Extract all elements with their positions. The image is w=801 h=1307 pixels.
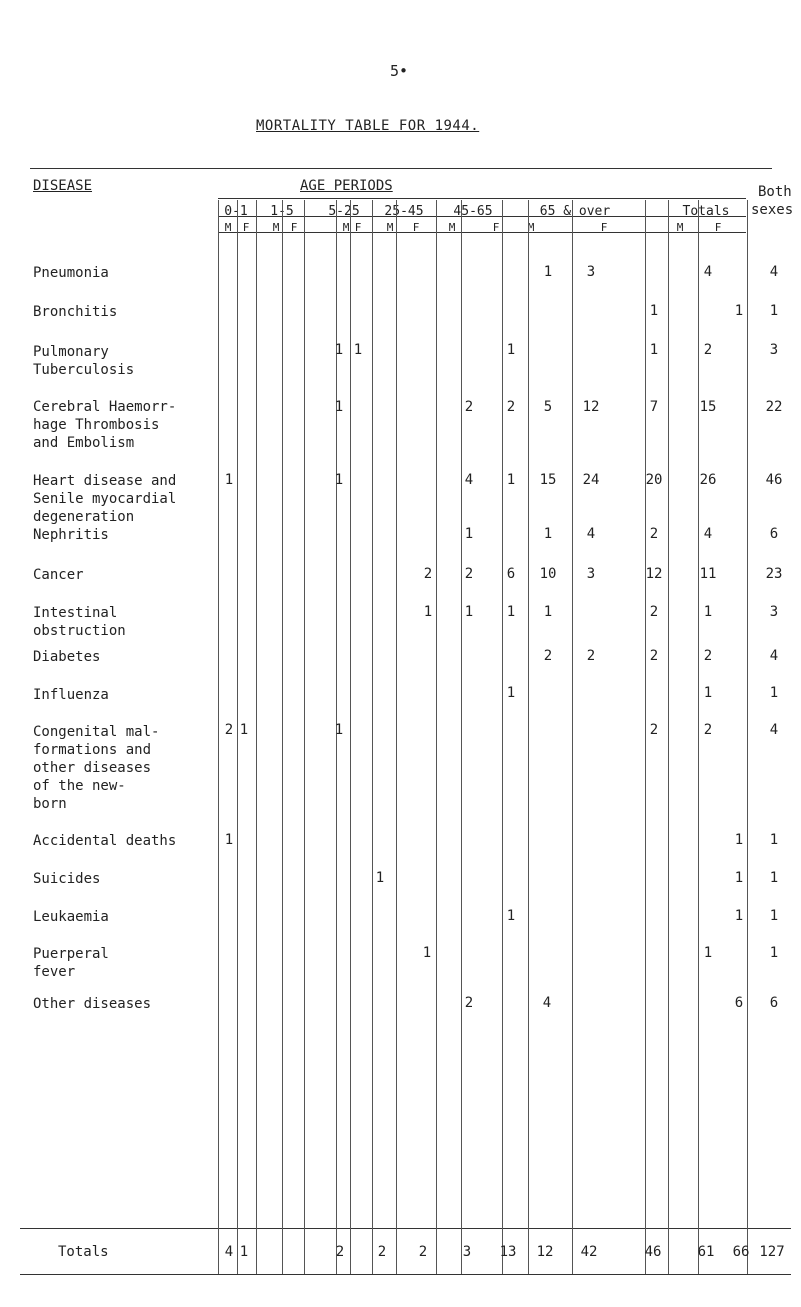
table-cell: 2 — [423, 566, 433, 582]
table-cell: 1 — [506, 908, 516, 924]
sub-f: F — [492, 221, 500, 234]
row-label: Puerperal fever — [33, 946, 109, 980]
group-1-5: 1-5 — [270, 204, 294, 219]
table-cell: 6 — [769, 526, 779, 542]
table-cell: 1 — [703, 604, 713, 620]
table-cell: 2 — [649, 526, 659, 542]
row-label: Bronchitis — [33, 304, 118, 320]
table-cell: 6 — [506, 566, 516, 582]
column-rule — [461, 200, 462, 1274]
table-cell: 1 — [703, 685, 713, 701]
table-cell: 2 — [586, 648, 596, 664]
table-cell: 15 — [539, 472, 557, 488]
sub-m: M — [342, 221, 350, 234]
table-cell: 1 — [769, 908, 779, 924]
table-cell: 26 — [699, 472, 717, 488]
table-cell: 20 — [645, 472, 663, 488]
totals-cell: 2 — [377, 1244, 387, 1260]
table-cell: 23 — [765, 566, 783, 582]
table-cell: 1 — [334, 472, 344, 488]
row-label: Leukaemia — [33, 909, 109, 925]
table-cell: 4 — [769, 264, 779, 280]
table-cell: 2 — [703, 648, 713, 664]
table-cell: 2 — [703, 342, 713, 358]
row-label: Nephritis — [33, 527, 109, 543]
table-cell: 15 — [699, 399, 717, 415]
column-rule — [502, 200, 503, 1274]
column-rule — [528, 200, 529, 1274]
table-cell: 2 — [506, 399, 516, 415]
table-cell: 3 — [586, 566, 596, 582]
table-cell: 1 — [734, 908, 744, 924]
table-rule — [218, 232, 746, 233]
sub-f: F — [242, 221, 250, 234]
table-cell: 2 — [703, 722, 713, 738]
table-cell: 2 — [649, 604, 659, 620]
totals-cell: 4 — [224, 1244, 234, 1260]
sub-f: F — [290, 221, 298, 234]
table-cell: 12 — [582, 399, 600, 415]
totals-cell: 61 — [697, 1244, 715, 1260]
table-cell: 1 — [334, 722, 344, 738]
table-cell: 1 — [334, 399, 344, 415]
sub-m: M — [224, 221, 232, 234]
totals-cell: 13 — [499, 1244, 517, 1260]
table-cell: 1 — [703, 945, 713, 961]
table-cell: 1 — [239, 722, 249, 738]
table-title: MORTALITY TABLE FOR 1944. — [256, 118, 480, 134]
row-label: Congenital mal- formations and other diseases of the new- born — [33, 724, 160, 812]
table-cell: 1 — [543, 264, 553, 280]
table-cell: 4 — [769, 648, 779, 664]
table-cell: 2 — [224, 722, 234, 738]
totals-cell: 66 — [732, 1244, 750, 1260]
row-label: Heart disease and Senile myocardial degeneration — [33, 473, 177, 525]
row-label: Influenza — [33, 687, 109, 703]
table-cell: 6 — [769, 995, 779, 1011]
table-rule — [218, 198, 746, 199]
table-cell: 1 — [224, 832, 234, 848]
table-cell: 1 — [224, 472, 234, 488]
sub-f: F — [714, 221, 722, 234]
column-rule — [282, 200, 283, 1274]
table-cell: 2 — [649, 648, 659, 664]
both-sexes-header-line1: Both — [758, 184, 792, 200]
group-65-over: 65 & over — [539, 204, 611, 219]
row-label: Accidental deaths — [33, 833, 177, 849]
row-label: Cerebral Haemorr- hage Thrombosis and Embolism — [33, 399, 177, 451]
column-rule — [304, 200, 305, 1274]
totals-cell: 127 — [759, 1244, 785, 1260]
totals-cell: 1 — [239, 1244, 249, 1260]
row-label: Other diseases — [33, 996, 152, 1012]
table-cell: 3 — [586, 264, 596, 280]
column-rule — [372, 200, 373, 1274]
table-cell: 1 — [464, 604, 474, 620]
table-cell: 1 — [734, 870, 744, 886]
age-periods-header: AGE PERIODS — [300, 178, 393, 194]
table-cell: 2 — [543, 648, 553, 664]
table-cell: 1 — [769, 303, 779, 319]
table-cell: 2 — [649, 722, 659, 738]
table-cell: 12 — [645, 566, 663, 582]
table-cell: 1 — [423, 604, 433, 620]
table-cell: 3 — [769, 342, 779, 358]
row-label: Pneumonia — [33, 265, 109, 281]
row-label: Diabetes — [33, 649, 101, 665]
table-cell: 1 — [769, 832, 779, 848]
table-cell: 5 — [543, 399, 553, 415]
table-cell: 7 — [649, 399, 659, 415]
table-cell: 1 — [506, 685, 516, 701]
table-cell: 1 — [734, 303, 744, 319]
column-rule — [396, 200, 397, 1274]
column-rule — [572, 200, 573, 1274]
table-cell: 4 — [703, 526, 713, 542]
table-cell: 2 — [464, 566, 474, 582]
table-cell: 1 — [375, 870, 385, 886]
table-cell: 1 — [769, 685, 779, 701]
both-sexes-header-line2: sexes — [751, 202, 794, 218]
group-0-1: 0-1 — [224, 204, 248, 219]
table-cell: 1 — [649, 303, 659, 319]
table-cell: 1 — [506, 472, 516, 488]
totals-cell: 12 — [536, 1244, 554, 1260]
column-rule — [436, 200, 437, 1274]
table-cell: 4 — [464, 472, 474, 488]
table-cell: 46 — [765, 472, 783, 488]
table-cell: 4 — [586, 526, 596, 542]
table-rule — [218, 216, 746, 217]
table-cell: 4 — [542, 995, 552, 1011]
totals-cell: 42 — [580, 1244, 598, 1260]
table-cell: 1 — [334, 342, 344, 358]
table-cell: 1 — [734, 832, 744, 848]
table-cell: 1 — [543, 526, 553, 542]
disease-header: DISEASE — [33, 178, 93, 194]
group-totals: Totals — [682, 204, 730, 219]
table-cell: 1 — [506, 342, 516, 358]
group-5-25: 5-25 — [328, 204, 360, 219]
row-label: Suicides — [33, 871, 101, 887]
table-cell: 24 — [582, 472, 600, 488]
totals-cell: 3 — [462, 1244, 472, 1260]
group-25-45: 25-45 — [384, 204, 424, 219]
table-cell: 4 — [769, 722, 779, 738]
sub-f: F — [354, 221, 362, 234]
sub-m: M — [527, 221, 535, 234]
table-cell: 1 — [422, 945, 432, 961]
sub-f: F — [600, 221, 608, 234]
row-label: Cancer — [33, 567, 84, 583]
table-cell: 1 — [769, 945, 779, 961]
table-rule — [20, 1228, 791, 1229]
totals-label: Totals — [58, 1244, 109, 1260]
table-rule — [20, 1274, 791, 1275]
table-cell: 10 — [539, 566, 557, 582]
sub-m: M — [676, 221, 684, 234]
table-cell: 1 — [543, 604, 553, 620]
group-45-65: 45-65 — [453, 204, 493, 219]
table-cell: 1 — [353, 342, 363, 358]
table-cell: 3 — [769, 604, 779, 620]
table-cell: 22 — [765, 399, 783, 415]
table-cell: 6 — [734, 995, 744, 1011]
sub-m: M — [386, 221, 394, 234]
table-cell: 11 — [699, 566, 717, 582]
sub-f: F — [412, 221, 420, 234]
column-rule — [747, 200, 748, 1274]
page-number: 5• — [390, 62, 409, 80]
row-label: Pulmonary Tuberculosis — [33, 344, 135, 378]
table-cell: 2 — [464, 995, 474, 1011]
row-label: Intestinal obstruction — [33, 605, 126, 639]
table-cell: 1 — [649, 342, 659, 358]
sub-m: M — [448, 221, 456, 234]
table-rule — [30, 168, 772, 169]
table-cell: 1 — [506, 604, 516, 620]
table-cell: 4 — [703, 264, 713, 280]
table-cell: 1 — [464, 526, 474, 542]
totals-cell: 46 — [644, 1244, 662, 1260]
totals-cell: 2 — [418, 1244, 428, 1260]
sub-m: M — [272, 221, 280, 234]
table-cell: 1 — [769, 870, 779, 886]
table-cell: 2 — [464, 399, 474, 415]
totals-cell: 2 — [335, 1244, 345, 1260]
